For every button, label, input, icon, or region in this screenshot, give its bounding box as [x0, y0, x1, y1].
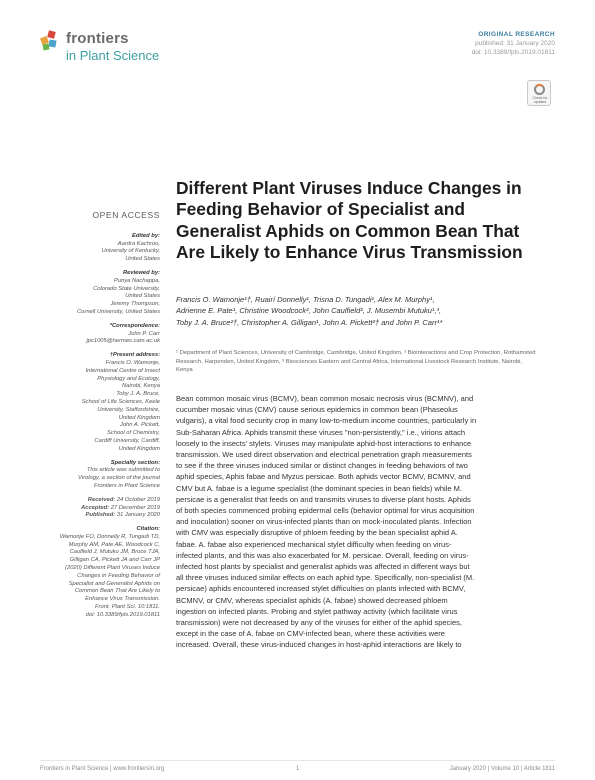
check-for-updates-badge[interactable]: [527, 80, 551, 106]
abstract-line: increased. Overall, these virus-induced changes in host-aphid interactions are likely to: [176, 640, 462, 650]
article-title: Different Plant Viruses Induce Changes in Feeding Behavior of Specialist and Generalist Aphids on Common Bean That Are Likely to Enhance Virus Transmission: [176, 178, 523, 262]
sidebar-line: United States: [125, 293, 160, 300]
sidebar-line: Jeremy Thompson,: [110, 301, 160, 308]
abstract-line: except in the case of A. fabae on CMV-infected bean, where these activities were: [176, 629, 445, 639]
abstract-line: and inoculation) sooner on virus-infected plants than on mock-inoculated plants. Infection: [176, 517, 472, 527]
citation-section: [40, 526, 160, 620]
logo-title: frontiers: [66, 30, 129, 47]
sidebar-line: International Centre of Insect: [85, 367, 160, 374]
sidebar-line: Frontiers in Plant Science: [93, 482, 160, 489]
abstract-line: cucumber mosaic virus (CMV) cause serious epidemics in common bean (Phaseolus: [176, 405, 458, 415]
sidebar: [40, 212, 160, 626]
sidebar-line: Francis O. Wamonje,: [105, 359, 160, 366]
abstract-line: transmission. We used direct observation and electrical penetration graph measurements: [176, 450, 472, 460]
sidebar-line: Changes in Feeding Behavior of: [77, 572, 160, 579]
abstract-line: persicae) aphids encountered increased stylet difficulties on plants infected with BCMV,: [176, 584, 466, 594]
abstract-line: infected plants, and this was also exacerbated for M. persicae. Overall, feeding on virus-: [176, 550, 469, 560]
edited-by-heading: Edited by:: [131, 232, 160, 239]
footer-issue: January 2020 | Volume 10 | Article 1811: [449, 766, 555, 772]
accepted-date: Accepted: 27 December 2019: [81, 504, 160, 511]
sidebar-line: University, Staffordshire,: [97, 406, 160, 413]
correspondence-heading: *Correspondence:: [109, 322, 160, 329]
sidebar-line: Wamonje FO, Donnelly R, Tungadi TD,: [59, 533, 160, 540]
reviewed-by-heading: Reviewed by:: [122, 269, 160, 276]
sidebar-line: This article was submitted to: [86, 467, 160, 474]
sidebar-line: Physiology and Ecology,: [97, 375, 160, 382]
abstract-line: aphid species, Aphis fabae and Myzus persicae. Both aphids vector BCMV, BCMNV, and: [176, 472, 471, 482]
published-date-sidebar: Published: 31 January 2020: [85, 512, 160, 519]
sidebar-line: Caulfield J, Mutuku JM, Bruce TJA,: [69, 549, 160, 556]
badge-label: Check for updates: [532, 96, 548, 104]
sidebar-line: Front. Plant Sci. 10:1811.: [95, 604, 160, 611]
sidebar-line: School of Chemistry,: [106, 430, 160, 437]
footer-divider: [40, 760, 555, 761]
sidebar-line: Punya Nachappa,: [113, 277, 160, 284]
author-line: Toby J. A. Bruce²†, Christopher A. Gilligan¹, John A. Pickett²† and John P. Carr¹*: [176, 317, 443, 327]
sidebar-line: John P. Carr: [128, 330, 160, 337]
sidebar-line: John A. Pickett,: [119, 422, 160, 429]
reviewed-by-section: [40, 270, 160, 317]
sidebar-line: Cardiff University, Cardiff,: [94, 437, 160, 444]
frontiers-logo-icon: [40, 30, 62, 52]
article-type: ORIGINAL RESEARCH: [478, 31, 555, 38]
sidebar-line: United Kingdom: [118, 414, 160, 421]
email-link[interactable]: jpc1005@hermes.cam.ac.uk: [86, 338, 160, 345]
sidebar-line: (2020) Different Plant Viruses Induce: [65, 565, 160, 572]
dates-section: [40, 497, 160, 520]
specialty-section: [40, 460, 160, 491]
affiliations: ¹ Department of Plant Sciences, University of Cambridge, Cambridge, United Kingdom, ² Biointeractions and Crop Protection, Rothamsted Research, Harpenden, United Kingdom, ³ Biosciences Eastern and Central Africa, International Livestock Research Institute, Nairobi, Kenya: [176, 350, 536, 373]
abstract-line: loosely to the insects' stylets. Viruses may manipulate aphid-host interactions to enhance: [176, 438, 472, 448]
sidebar-line: Virology, a section of the journal: [78, 475, 160, 482]
abstract-line: Sub-Saharan Africa. Aphids transmit these viruses "non-persistently," i.e., virions attach: [176, 427, 466, 437]
abstract-line: vulgaris), a vital food security crop in many low-to-medium income countries, particularly in: [176, 416, 477, 426]
doi: doi: 10.3389/fpls.2019.01811: [471, 49, 555, 56]
sidebar-line: Gilligan CA, Pickett JA and Carr JP: [69, 557, 160, 564]
specialty-heading: Specialty section:: [110, 459, 160, 466]
sidebar-line: Common Bean That Are Likely to: [74, 588, 160, 595]
footer-journal[interactable]: Frontiers in Plant Science | www.frontiersin.org: [40, 766, 165, 772]
abstract: [176, 393, 536, 651]
edited-by-section: [40, 233, 160, 264]
abstract-line: BCMNV, or CMV, whereas specialist aphids (A. fabae) showed decreased phloem: [176, 595, 448, 605]
sidebar-line: Colorado State University,: [93, 285, 160, 292]
author-line: Adrienne E. Pate¹, Christine Woodcock², John Caulfield², J. Musembi Mutuku¹,³,: [176, 306, 442, 316]
page-number: 1: [296, 766, 300, 772]
abstract-line: all three viruses induced similar effects on each aphid type. Specifically, non-specialist (M.: [176, 573, 475, 583]
abstract-line: CMV but A. fabae is a legume specialist (the dominant species in bean fields) while M.: [176, 483, 462, 493]
citation-heading: Citation:: [136, 526, 160, 533]
doi-link[interactable]: doi: 10.3389/fpls.2019.01811: [85, 611, 160, 618]
update-icon: [534, 84, 545, 95]
sidebar-line: Murphy AM, Pate AE, Woodcock C,: [68, 541, 160, 548]
author-line: Francis O. Wamonje¹†, Ruairí Donnelly¹, Trisna D. Tungadi¹, Alex M. Murphy¹,: [176, 295, 435, 304]
abstract-line: persicae is a generalist that feeds on and transmits viruses to diverse plant hosts. Aphids: [176, 494, 471, 504]
sidebar-line: University of Kentucky,: [101, 248, 160, 255]
open-access-label: OPEN ACCESS: [92, 210, 160, 220]
abstract-line: to see if the three viruses induced similar or distinct changes in feeding behaviors of two: [176, 461, 468, 471]
abstract-line: ingestion on infected plants. Probing and stylet pathway activity (which facilitate virus: [176, 606, 458, 616]
correspondence-section: [40, 323, 160, 346]
sidebar-line: Specialist and Generalist Aphids on: [68, 580, 160, 587]
author-list: [176, 294, 536, 328]
sidebar-line: Cornell University, United States: [76, 308, 160, 315]
present-address-section: [40, 352, 160, 453]
abstract-line: transmission) were not decreased by any of the viruses for either of the aphid species,: [176, 618, 462, 628]
published-date: published: 31 January 2020: [475, 40, 555, 47]
received-date: Received: 24 October 2019: [87, 496, 160, 503]
sidebar-line: Aardra Kachroo,: [117, 240, 160, 247]
abstract-line: infected host plants by specialist and generalist aphids was affected in different ways but: [176, 562, 470, 572]
abstract-line: with CMV was especially disruptive of phloem feeding by the bean specialist aphid A.: [176, 528, 458, 538]
abstract-line: of both species commenced probing epidermal cells (behavior optimal for virus acquisition: [176, 506, 475, 516]
present-address-heading: †Present address:: [109, 352, 160, 359]
sidebar-line: Toby J. A. Bruce,: [116, 391, 160, 398]
abstract-line: Bean common mosaic virus (BCMV), bean common mosaic necrosis virus (BCMNV), and: [176, 394, 474, 403]
sidebar-line: United States: [125, 256, 160, 263]
logo-subtitle: in Plant Science: [66, 48, 160, 63]
journal-logo: [40, 28, 170, 68]
abstract-line: fabae. A. fabae also experienced mechanical stylet difficulty when feeding on virus-: [176, 539, 452, 549]
sidebar-line: Nairobi, Kenya: [121, 383, 160, 390]
article-meta: [472, 30, 555, 57]
sidebar-line: United Kingdom: [118, 445, 160, 452]
sidebar-line: School of Life Sciences, Keele: [81, 398, 160, 405]
sidebar-line: Enhance Virus Transmission.: [85, 596, 160, 603]
